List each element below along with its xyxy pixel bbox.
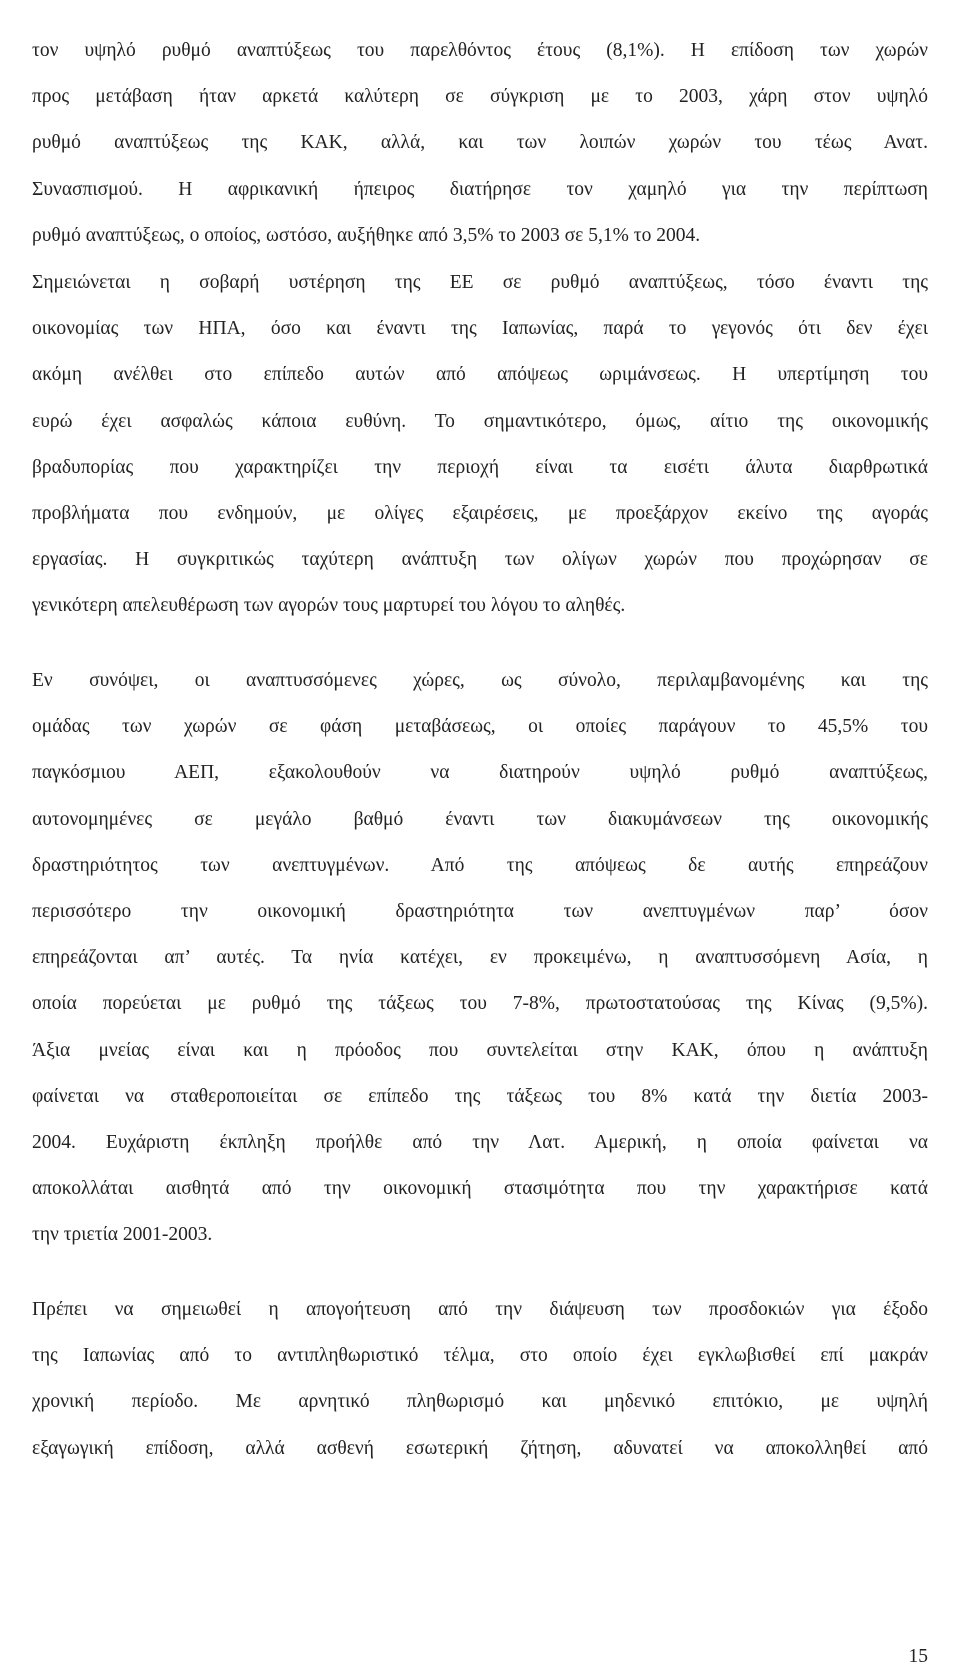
text-line: παγκόσμιου ΑΕΠ, εξακολουθούν να διατηρούν υψηλό ρυθμό αναπτύξεως, [32, 762, 928, 784]
text-line: αποκολλάται αισθητά από την οικονομική στασιμότητα που την χαρακτήρισε κατά [32, 1178, 928, 1200]
paragraph-2 [32, 260, 928, 630]
text-line: χρονική περίοδο. Με αρνητικό πληθωρισμό και μηδενικό επιτόκιο, με υψηλή [32, 1391, 928, 1413]
paragraph-1 [32, 28, 928, 259]
paragraph-3 [32, 658, 928, 1258]
text-line: προβλήματα που ενδημούν, με ολίγες εξαιρέσεις, με προεξάρχον εκείνο της αγοράς [32, 502, 928, 524]
text-line: αυτονομημένες σε μεγάλο βαθμό έναντι των διακυμάνσεων της οικονομικής [32, 808, 928, 830]
text-line: Συνασπισμού. Η αφρικανική ήπειρος διατήρησε τον χαμηλό για την περίπτωση [32, 178, 928, 200]
text-line: επηρεάζονται απ’ αυτές. Τα ηνία κατέχει, εν προκειμένω, η αναπτυσσόμενη Ασία, η [32, 947, 928, 969]
text-line: ευρώ έχει ασφαλώς κάποια ευθύνη. Το σημαντικότερο, όμως, αίτιο της οικονομικής [32, 410, 928, 432]
text-line: εργασίας. Η συγκριτικώς ταχύτερη ανάπτυξη των ολίγων χωρών που προχώρησαν σε [32, 549, 928, 571]
text-line: Πρέπει να σημειωθεί η απογοήτευση από την διάψευση των προσδοκιών για έξοδο [32, 1299, 928, 1320]
text-line: Άξια μνείας είναι και η πρόοδος που συντελείται στην ΚΑΚ, όπου η ανάπτυξη [32, 1039, 928, 1061]
text-line: ακόμη ανέλθει στο επίπεδο αυτών από απόψεως ωριμάνσεως. Η υπερτίμηση του [32, 364, 928, 386]
text-line: ομάδας των χωρών σε φάση μεταβάσεως, οι οποίες παράγουν το 45,5% του [32, 716, 928, 738]
text-line: τον υψηλό ρυθμό αναπτύξεως του παρελθόντος έτους (8,1%). Η επίδοση των χωρών [32, 40, 928, 61]
text-line: Σημειώνεται η σοβαρή υστέρηση της ΕΕ σε ρυθμό αναπτύξεως, τόσο έναντι της [32, 272, 928, 293]
text-line: οποία πορεύεται με ρυθμό της τάξεως του 7-8%, πρωτοστατούσας της Κίνας (9,5%). [32, 993, 928, 1015]
text-line: της Ιαπωνίας από το αντιπληθωριστικό τέλμα, στο οποίο έχει εγκλωβισθεί επί μακράν [32, 1345, 928, 1367]
text-line: γενικότερη απελευθέρωση των αγορών τους μαρτυρεί του λόγου το αληθές. [32, 595, 626, 617]
text-line: δραστηριότητος των ανεπτυγμένων. Από της απόψεως δε αυτής επηρεάζουν [32, 854, 928, 876]
text-line: οικονομίας των ΗΠΑ, όσο και έναντι της Ιαπωνίας, παρά το γεγονός ότι δεν έχει [32, 318, 928, 340]
text-line: εξαγωγική επίδοση, αλλά ασθενή εσωτερική ζήτηση, αδυνατεί να αποκολληθεί από [32, 1437, 928, 1459]
page-number: 15 [908, 1646, 928, 1667]
text-line: φαίνεται να σταθεροποιείται σε επίπεδο της τάξεως του 8% κατά την διετία 2003- [32, 1085, 928, 1107]
text-line: προς μετάβαση ήταν αρκετά καλύτερη σε σύγκριση με το 2003, χάρη στον υψηλό [32, 86, 928, 108]
text-line: Εν συνόψει, οι αναπτυσσόμενες χώρες, ως σύνολο, περιλαμβανομένης και της [32, 670, 928, 691]
paragraph-4 [32, 1287, 928, 1472]
text-line: την τριετία 2001-2003. [32, 1224, 213, 1246]
text-line: ρυθμό αναπτύξεως της ΚΑΚ, αλλά, και των λοιπών χωρών του τέως Ανατ. [32, 132, 928, 154]
text-line: βραδυπορίας που χαρακτηρίζει την περιοχή είναι τα εισέτι άλυτα διαρθρωτικά [32, 456, 928, 478]
text-line: 2004. Ευχάριστη έκπληξη προήλθε από την Λατ. Αμερική, η οποία φαίνεται να [32, 1131, 928, 1153]
text-line: ρυθμό αναπτύξεως, ο οποίος, ωστόσο, αυξήθηκε από 3,5% το 2003 σε 5,1% το 2004. [32, 224, 701, 246]
text-line: περισσότερο την οικονομική δραστηριότητα των ανεπτυγμένων παρ’ όσον [32, 900, 928, 922]
